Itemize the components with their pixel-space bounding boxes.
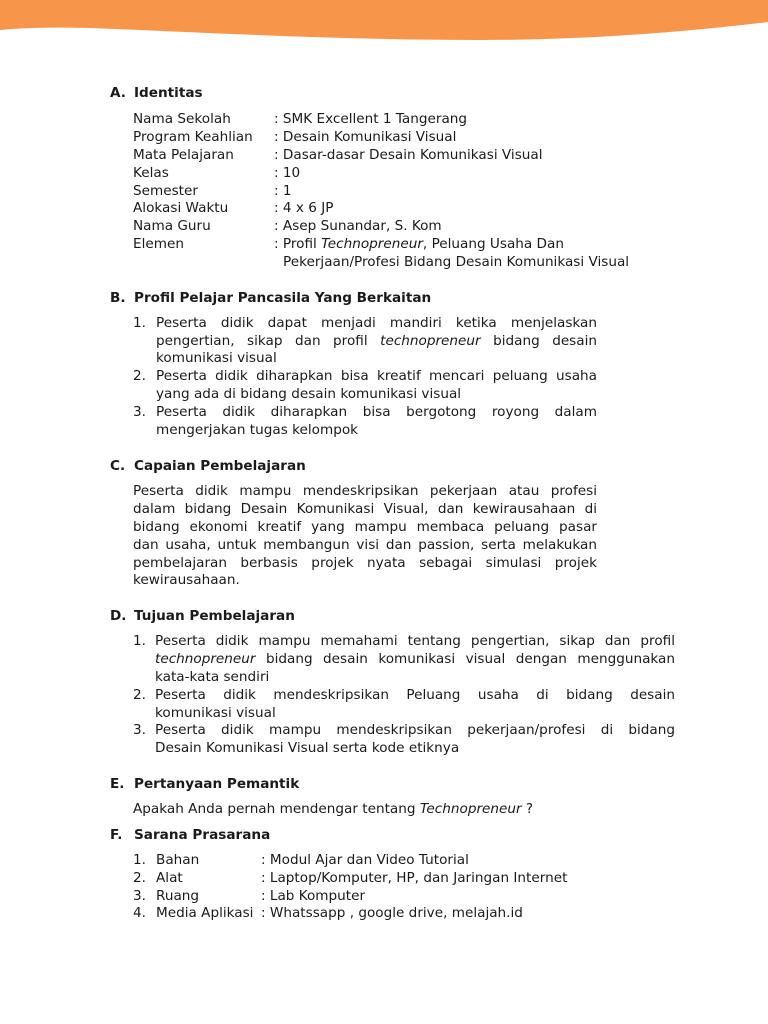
paragraph-line: kewirausahaan. <box>133 572 240 588</box>
facility-label: Media Aplikasi <box>156 905 254 921</box>
list-number: 3. <box>133 888 146 904</box>
section-b-title: Profil Pelajar Pancasila Yang Berkaitan <box>134 290 432 306</box>
line-text: bidang desain komunikasi visual dengan menggunakan <box>255 651 675 667</box>
list-number: 3. <box>133 722 146 738</box>
list-item-line: kata-kata sendiri <box>155 669 270 685</box>
section-b-heading <box>110 289 431 307</box>
section-f-heading <box>110 826 270 844</box>
identity-label: Kelas <box>133 165 169 181</box>
section-e-title: Pertanyaan Pemantik <box>134 776 300 792</box>
list-item-line: Peserta didik mampu mendeskripsikan pekerjaan/profesi di bidang <box>155 722 675 738</box>
section-d-letter: D. <box>110 608 127 624</box>
section-a-heading <box>110 84 203 102</box>
list-item-line: Peserta didik diharapkan bisa bergotong royong dalam <box>156 404 597 420</box>
identity-value: : 1 <box>274 183 292 199</box>
line-text: bidang desain <box>480 333 597 349</box>
identity-value: : Desain Komunikasi Visual <box>274 129 457 145</box>
line-italic: technopreneur <box>380 333 481 349</box>
list-item-line: komunikasi visual <box>155 705 276 721</box>
facility-value: : Modul Ajar dan Video Tutorial <box>261 852 469 868</box>
facility-label: Bahan <box>156 852 200 868</box>
list-item-line: Desain Komunikasi Visual serta kode etiknya <box>155 740 460 756</box>
identity-label: Alokasi Waktu <box>133 200 229 216</box>
list-item-line <box>155 650 675 668</box>
section-d-heading <box>110 607 295 625</box>
list-number: 4. <box>133 905 146 921</box>
question-text: Apakah Anda pernah mendengar tentang <box>133 801 420 817</box>
line-text: pengertian, sikap dan profil <box>156 333 381 349</box>
facility-label: Ruang <box>156 888 200 904</box>
identity-value: : 10 <box>274 165 301 181</box>
value-italic: Technopreneur <box>321 236 423 252</box>
identity-label: Nama Sekolah <box>133 111 231 127</box>
identity-label: Nama Guru <box>133 218 211 234</box>
list-item-line: mengerjakan tugas kelompok <box>156 422 359 438</box>
paragraph-line: bidang ekonomi kreatif yang mampu membaca peluang pasar <box>133 519 597 535</box>
section-a-letter: A. <box>110 85 126 101</box>
section-e-heading <box>110 775 299 793</box>
section-f-letter: F. <box>110 827 123 843</box>
identity-value: : SMK Excellent 1 Tangerang <box>274 111 468 127</box>
paragraph-line: dalam bidang Desain Komunikasi Visual, dan kewirausahaan di <box>133 501 597 517</box>
list-item-line: yang ada di bidang desain komunikasi visual <box>156 386 462 402</box>
list-item-line: Peserta didik diharapkan bisa kreatif mencari peluang usaha <box>156 368 597 384</box>
identity-label: Mata Pelajaran <box>133 147 234 163</box>
line-italic: technopreneur <box>155 651 256 667</box>
trigger-question <box>133 800 533 818</box>
section-e-letter: E. <box>110 776 125 792</box>
facility-value: : Whatssapp , google drive, melajah.id <box>261 905 523 921</box>
identity-value-continued: Pekerjaan/Profesi Bidang Desain Komunikasi Visual <box>283 254 630 270</box>
section-f-title: Sarana Prasarana <box>134 827 271 843</box>
list-number: 2. <box>133 870 146 886</box>
section-a-title: Identitas <box>134 85 203 101</box>
identity-label: Program Keahlian <box>133 129 253 145</box>
list-number: 1. <box>133 852 146 868</box>
identity-value: : Asep Sunandar, S. Kom <box>274 218 442 234</box>
facility-label: Alat <box>156 870 183 886</box>
section-c-letter: C. <box>110 458 126 474</box>
list-item-line: Peserta didik dapat menjadi mandiri ketika menjelaskan <box>156 315 597 331</box>
list-number: 1. <box>133 315 146 331</box>
section-c-heading <box>110 457 306 475</box>
value-text: : Profil <box>274 236 322 252</box>
facility-value: : Lab Komputer <box>261 888 366 904</box>
question-italic: Technopreneur <box>419 801 522 817</box>
paragraph-line: pembelajaran berbasis projek nyata sebagai simulasi projek <box>133 555 597 571</box>
identity-value: : Dasar-dasar Desain Komunikasi Visual <box>274 147 543 163</box>
section-c-title: Capaian Pembelajaran <box>134 458 306 474</box>
list-number: 2. <box>133 368 146 384</box>
list-number: 3. <box>133 404 146 420</box>
list-item-line <box>156 332 597 350</box>
section-d-title: Tujuan Pembelajaran <box>134 608 295 624</box>
identity-label: Semester <box>133 183 198 199</box>
list-item-line: Peserta didik mendeskripsikan Peluang usaha di bidang desain <box>155 687 675 703</box>
list-number: 2. <box>133 687 146 703</box>
value-text: , Peluang Usaha Dan <box>422 236 564 252</box>
facility-value: : Laptop/Komputer, HP, dan Jaringan Internet <box>261 870 568 886</box>
header-wave-decoration <box>0 0 768 48</box>
question-text: ? <box>521 801 534 817</box>
paragraph-line: dan usaha, untuk membangun visi dan passion, serta melakukan <box>133 537 597 553</box>
section-b-letter: B. <box>110 290 126 306</box>
list-item-line: komunikasi visual <box>156 350 277 366</box>
list-number: 1. <box>133 633 146 649</box>
paragraph-line: Peserta didik mampu mendeskripsikan pekerjaan atau profesi <box>133 483 597 499</box>
list-item-line: Peserta didik mampu memahami tentang pengertian, sikap dan profil <box>155 633 675 649</box>
identity-value <box>274 235 564 253</box>
identity-label: Elemen <box>133 236 184 252</box>
identity-value: : 4 x 6 JP <box>274 200 334 216</box>
